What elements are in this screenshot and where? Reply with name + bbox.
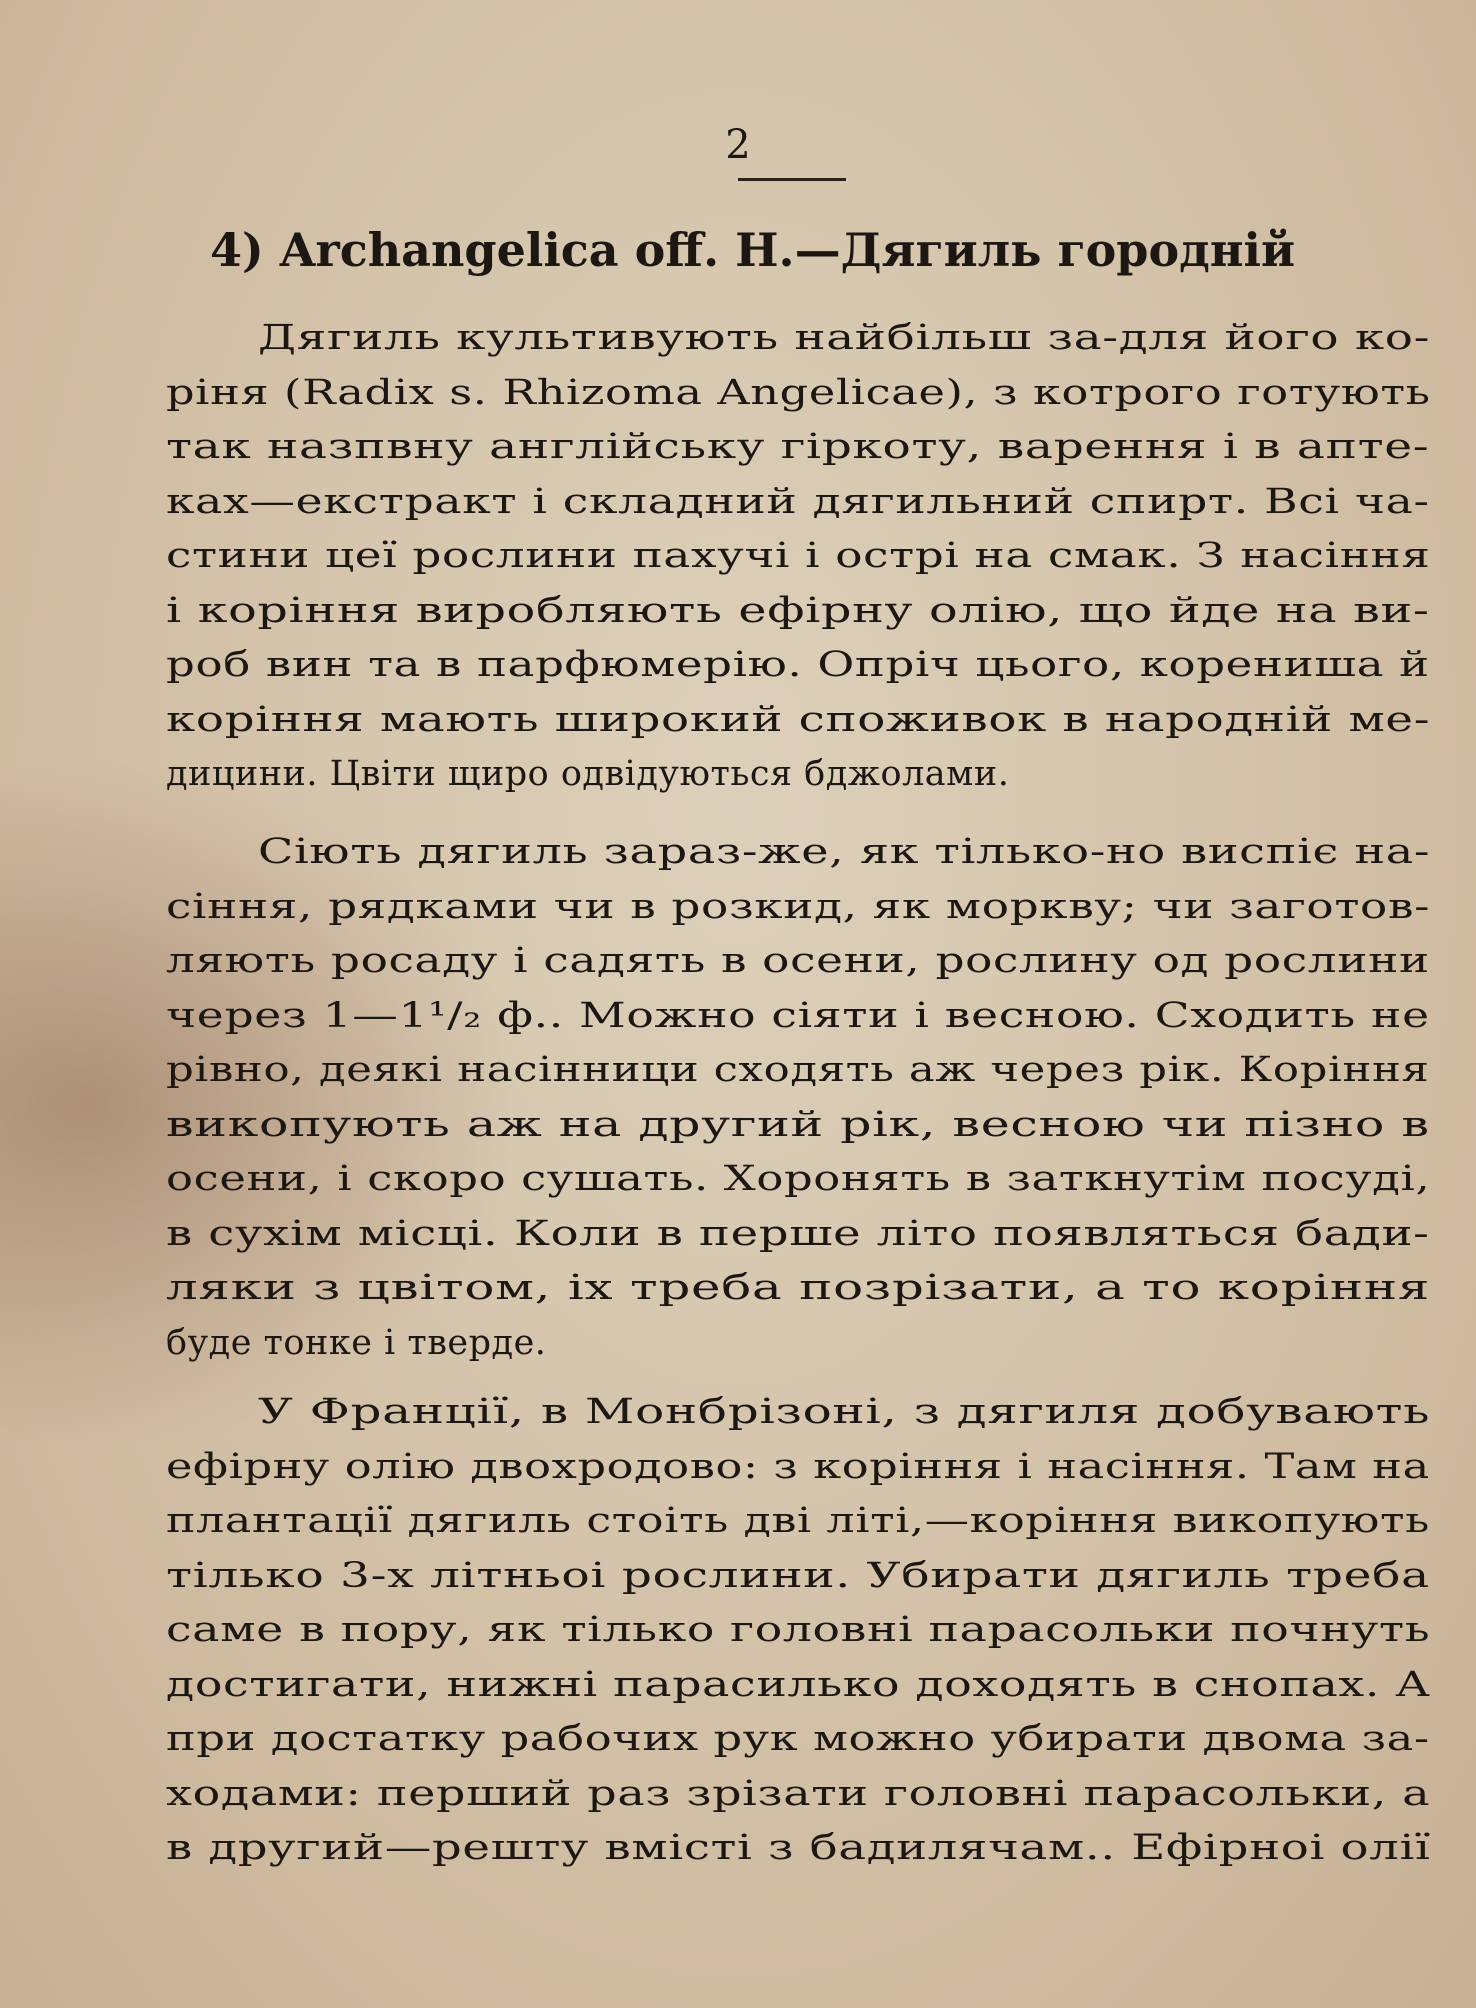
paragraph-1-line-2: ріня (Radix s. Rhizoma Angelicae), з котрого готують [166,372,1431,413]
paragraph-1-line-6: і коріння виробляють ефірну олію, що йде на ви- [166,590,1430,631]
heading-latin-name: 4) Archangelica off. H. [210,223,795,277]
paragraph-2-line-7: осени, і скоро сушать. Хоронять в заткнутім посуді, [166,1159,1431,1199]
paragraph-3-line-3: плантації дягиль стоіть дві літі,—коріння викопують [166,1501,1430,1541]
paragraph-2-line-4: через 1—1¹/₂ ф.. Можно сіяти і весною. Сходить не [166,995,1430,1036]
paragraph-3-line-6: достигати, нижні парасилько доходять в снопах. А [166,1664,1431,1705]
paragraph-1-line-8: коріння мають широкий споживок в народній ме- [166,699,1431,740]
paragraph-3-line-9: в другий—решту вмісті з бадилячам.. Ефірноі олії [166,1828,1431,1868]
paragraph-1-line-9: дицини. Цвіти щиро одвідуються бджолами. [166,754,1010,794]
heading-ukrainian-name: Дягиль городній [840,223,1296,277]
page-number-rule [738,178,846,181]
page-number: 2 [725,122,751,168]
heading-dash: — [794,223,841,277]
paragraph-3-line-7: при достатку рабочих рук можно убирати двома за- [166,1719,1430,1759]
paragraph-1-line-4: ках—екстракт і складний дягильний спирт. Всі ча- [166,481,1430,522]
paragraph-2-line-1: Сіють дягиль зараз-же, як тілько-но виспіє на- [258,832,1431,872]
section-heading [210,222,1370,278]
paragraph-3-line-1: У Франції, в Монбрізоні, з дягиля добувають [258,1392,1431,1432]
paragraph-2-line-9: ляки з цвітом, іх треба позрізати, а то коріння [166,1268,1431,1308]
paragraph-1-line-5: стини цеї рослини пахучі і острі на смак. З насіння [166,536,1431,576]
paragraph-3-line-5: саме в пору, як тілько головні парасольки почнуть [166,1610,1431,1650]
paragraph-3-line-2: ефірну олію двохродово: з коріння і насіння. Там на [166,1446,1430,1487]
paragraph-3-line-4: тілько 3-х літньоі рослини. Убирати дягиль треба [166,1555,1430,1596]
paragraph-3-line-8: ходами: перший раз зрізати головні парасольки, а [166,1773,1431,1814]
paragraph-2-line-3: ляють росаду і садять в осени, рослину од рослини [166,941,1430,981]
paragraph-1-line-7: роб вин та в парфюмерію. Опріч цього, корениша й [166,645,1430,685]
paragraph-1-line-3: так назпвну англійську гіркоту, варення і в апте- [166,427,1430,467]
paragraph-1-line-1: Дягиль культивують найбільш за-для його ко- [258,318,1431,358]
paragraph-2-line-6: викопують аж на другий рік, весною чи пізно в [166,1104,1430,1145]
paragraph-2-line-8: в сухім місці. Коли в перше літо появляться бади- [166,1213,1430,1254]
paragraph-2-line-10: буде тонке і тверде. [166,1322,547,1363]
paragraph-2-line-2: сіння, рядками чи в розкид, як моркву; чи заготов- [166,886,1431,927]
paragraph-2-line-5: рівно, деякі насінници сходять аж через рік. Коріння [166,1050,1430,1090]
